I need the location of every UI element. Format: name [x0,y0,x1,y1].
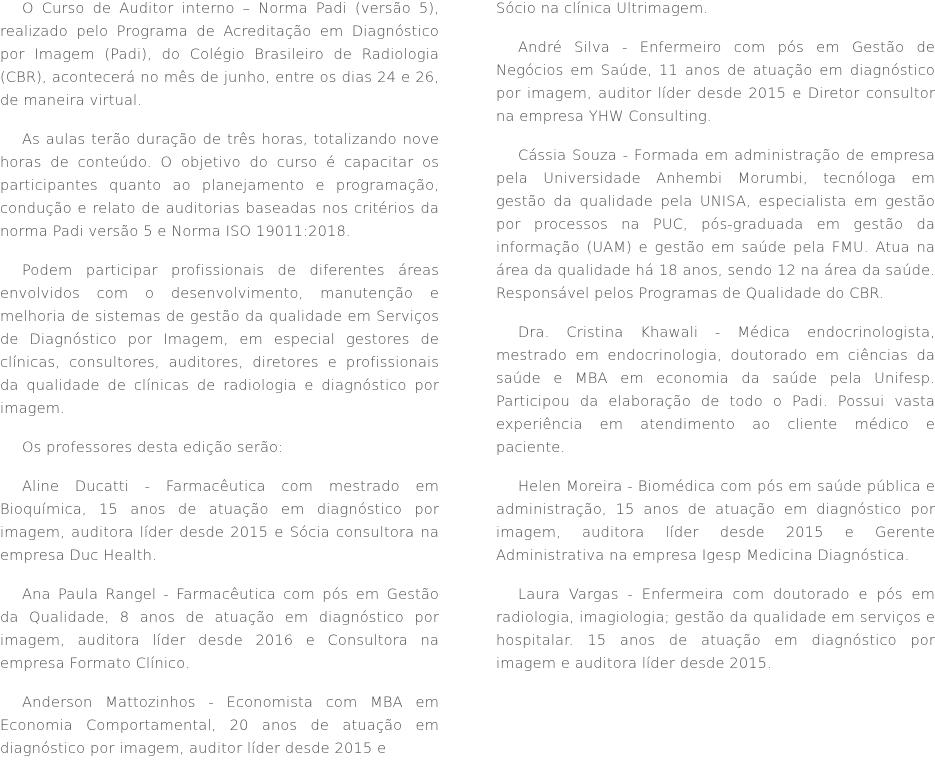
intro-paragraph: O Curso de Auditor interno – Norma Padi (versão 5), realizado pelo Programa de Acreditação em Diagnóstico por Imagem (Padi), do Colégio Brasileiro de Radiologia (CBR), acontecerá no mês de junho, entre os dias 24 e 26, de maneira virtual. [0,0,439,109]
teacher-bio-aline: Aline Ducatti - Farmacêutica com mestrado em Bioquímica, 15 anos de atuação em diagnóstico por imagem, auditora líder desde 2015 e Sócia consultora na empresa Duc Health. [0,478,439,564]
teacher-bio-cristina: Dra. Cristina Khawali - Médica endocrinologista, mestrado em endocrinologia, doutorado em ciências da saúde e MBA em economia da saúde pela Unifesp. Participou da elaboração de todo o Padi. Possui vasta experiência em atendimento ao cliente médico e paciente. [496,324,935,456]
teacher-bio-ana-paula: Ana Paula Rangel - Farmacêutica com pós em Gestão da Qualidade, 8 anos de atuação em diagnóstico por imagem, auditora líder desde 2016 e Consultora na empresa Formato Clínico. [0,586,439,672]
audience-paragraph: Podem participar profissionais de diferentes áreas envolvidos com o desenvolvimento, manutenção e melhoria de sistemas de gestão da qualidade em Serviços de Diagnóstico por Imagem, em especial gestores de clínicas, consultores, auditores, diretores e profissionais da qualidade de clínicas de radiologia e diagnóstico por imagem. [0,262,439,417]
teacher-bio-laura: Laura Vargas - Enfermeira com doutorado e pós em radiologia, imagiologia; gestão da qualidade em serviços e hospitalar. 15 anos de atuação em diagnóstico por imagem e auditora líder desde 2015. [496,586,935,672]
teacher-bio-helen: Helen Moreira - Biomédica com pós em saúde pública e administração, 15 anos de atuação em diagnóstico por imagem, auditora líder desde 2015 e Gerente Administrativa na empresa Igesp Medicina Diagnóstica. [496,478,935,564]
teacher-bio-andre: André Silva - Enfermeiro com pós em Gestão de Negócios em Saúde, 11 anos de atuação em diagnóstico por imagem, auditor líder desde 2015 e Diretor consultor na empresa YHW Consulting. [496,39,935,125]
course-duration-paragraph: As aulas terão duração de três horas, totalizando nove horas de conteúdo. O objetivo do curso é capacitar os participantes quanto ao planejamento e programação, condução e relato de auditorias baseadas nos critérios da norma Padi versão 5 e Norma ISO 19011:2018. [0,131,439,240]
teachers-intro-paragraph: Os professores desta edição serão: [22,439,284,456]
teacher-bio-cassia: Cássia Souza - Formada em administração de empresa pela Universidade Anhembi Morumbi, tecnóloga em gestão da qualidade pela UNISA, especialista em gestão por processos na PUC, pós-graduada em gestão da informação (UAM) e gestão em saúde pela FMU. Atua na área da qualidade há 18 anos, sendo 12 na área da saúde. Responsável pelos Programas de Qualidade do CBR. [496,147,935,302]
right-column [496,0,935,691]
teacher-bio-anderson: Anderson Mattozinhos - Economista com MBA em Economia Comportamental, 20 anos de atuação em diagnóstico por imagem, auditor líder desde 2015 e [0,694,439,757]
teacher-bio-anderson-continuation: Sócio na clínica Ultrimagem. [496,0,709,17]
left-column [0,0,439,776]
